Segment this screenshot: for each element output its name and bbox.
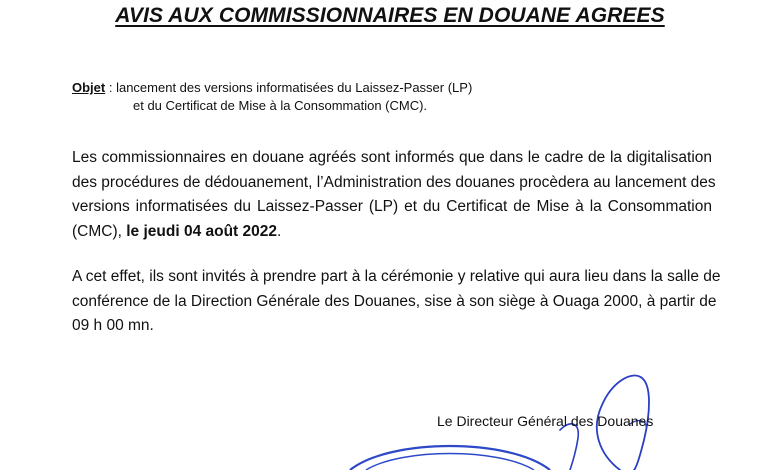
- paragraph-invitation: [72, 265, 721, 339]
- paragraph-1-line-3: versions informatisées du Laissez-Passer (LP) et du Certificat de Mise à la Consommation: [72, 198, 712, 215]
- paragraph-1-line-1: Les commissionnaires en douane agréés sont informés que dans le cadre de la digitalisation: [72, 149, 712, 166]
- objet-line-2: et du Certificat de Mise à la Consommation (CMC).: [133, 98, 428, 113]
- paragraph-1-line-4-end: .: [277, 222, 282, 240]
- objet-separator: :: [105, 80, 117, 95]
- paragraph-2-line-1: A cet effet, ils sont invités à prendre part à la cérémonie y relative qui aura lieu dans la salle de: [72, 268, 721, 285]
- paragraph-announcement: [72, 146, 716, 244]
- event-date: le jeudi 04 août 2022: [126, 222, 278, 240]
- objet-line-1: [72, 79, 472, 97]
- objet-label: Objet: [72, 80, 106, 95]
- paragraph-1-line-4: [72, 220, 712, 245]
- official-stamp: [330, 432, 570, 470]
- objet-block: [72, 79, 472, 115]
- paragraph-1-line-4-start: (CMC),: [72, 222, 127, 240]
- objet-text-line-1: lancement des versions informatisées du Laissez-Passer (LP): [116, 80, 473, 95]
- signature-title: Le Directeur Général des Douanes: [437, 413, 654, 429]
- paragraph-2-line-3: 09 h 00 mn.: [72, 317, 154, 334]
- paragraph-2-line-2: conférence de la Direction Générale des Douanes, sise à son siège à Ouaga 2000, à partir de: [72, 292, 717, 310]
- document-title: AVIS AUX COMMISSIONNAIRES EN DOUANE AGREES: [115, 4, 665, 27]
- paragraph-1-line-2: des procédures de dédouanement, l’Administration des douanes procèdera au lancement des: [72, 173, 716, 191]
